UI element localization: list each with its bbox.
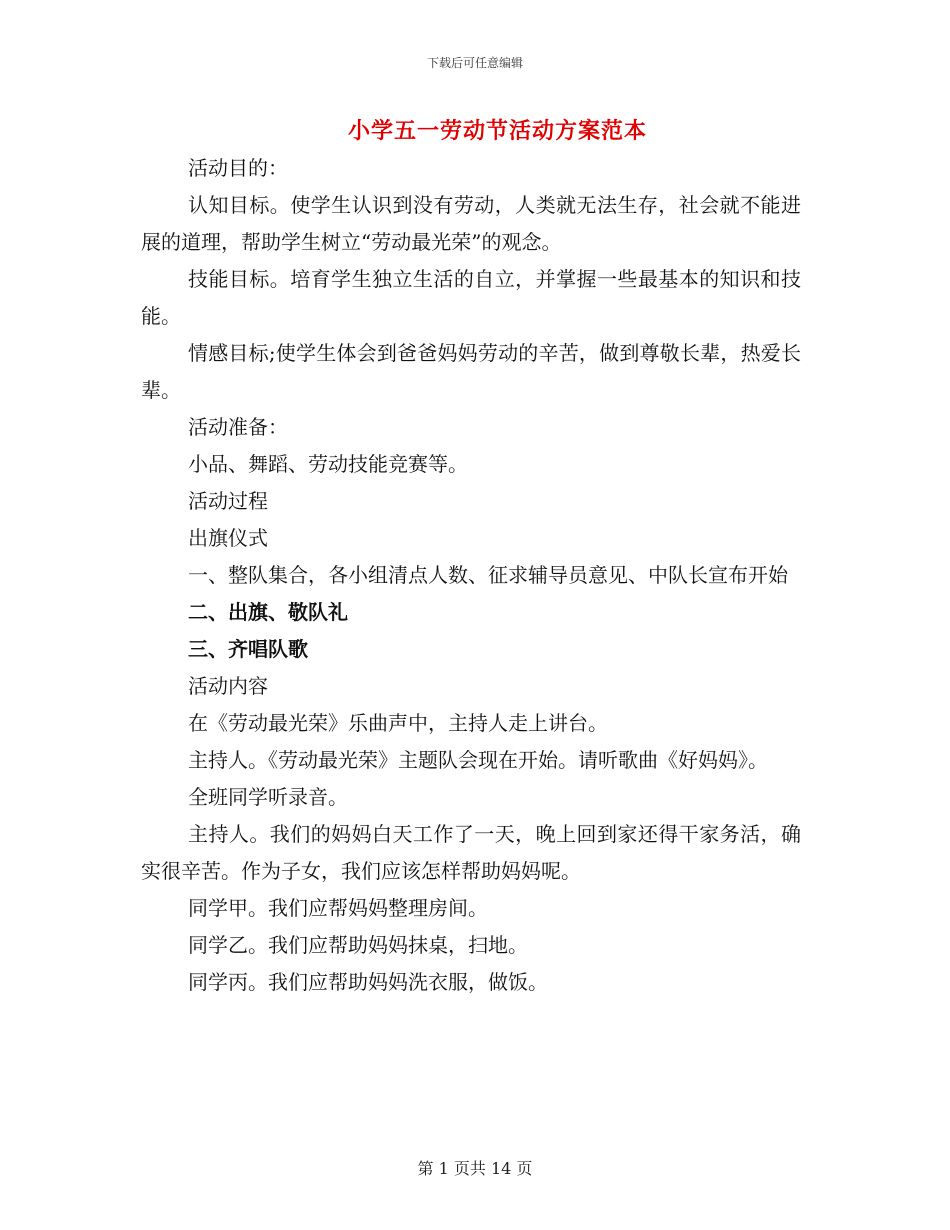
paragraph: 出旗仪式	[188, 526, 268, 550]
paragraph: 一、整队集合，各小组清点人数、征求辅导员意见、中队长宣布开始	[188, 563, 788, 587]
paragraph: 主持人。《劳动最光荣》主题队会现在开始。请听歌曲《好妈妈》。	[188, 748, 768, 772]
page-footer: 第 1 页共 14 页	[417, 1159, 533, 1178]
paragraph: 在《劳动最光荣》乐曲声中，主持人走上讲台。	[188, 711, 608, 735]
paragraph: 活动内容	[188, 674, 268, 698]
paragraph-bold: 二、出旗、敬队礼	[188, 600, 348, 624]
paragraph: 小品、舞蹈、劳动技能竞赛等。	[188, 452, 468, 476]
paragraph: 同学丙。我们应帮助妈妈洗衣服，做饭。	[188, 970, 548, 994]
paragraph: 同学乙。我们应帮助妈妈抹桌，扫地。	[188, 933, 528, 957]
paragraph: 认知目标。使学生认识到没有劳动，人类就无法生存，社会就不能进展的道理，帮助学生树立“劳动最光荣”的观念。	[141, 193, 801, 254]
paragraph: 全班同学听录音。	[188, 785, 348, 809]
paragraph: 同学甲。我们应帮妈妈整理房间。	[188, 896, 488, 920]
paragraph: 活动准备：	[188, 415, 288, 439]
paragraph: 主持人。我们的妈妈白天工作了一天，晚上回到家还得干家务活，确实很辛苦。作为子女，我们应该怎样帮助妈妈呢。	[141, 822, 801, 883]
paragraph: 技能目标。培育学生独立生活的自立，并掌握一些最基本的知识和技能。	[141, 267, 801, 328]
header-note: 下载后可任意编辑	[426, 56, 523, 70]
paragraph: 活动过程	[188, 489, 268, 513]
paragraph: 情感目标;使学生体会到爸爸妈妈劳动的辛苦，做到尊敬长辈，热爱长辈。	[141, 341, 801, 402]
paragraph-bold: 三、齐唱队歌	[188, 637, 308, 661]
document-body	[141, 150, 801, 1001]
paragraph: 活动目的：	[188, 156, 288, 180]
document-title: 小学五一劳动节活动方案范本	[347, 118, 647, 144]
